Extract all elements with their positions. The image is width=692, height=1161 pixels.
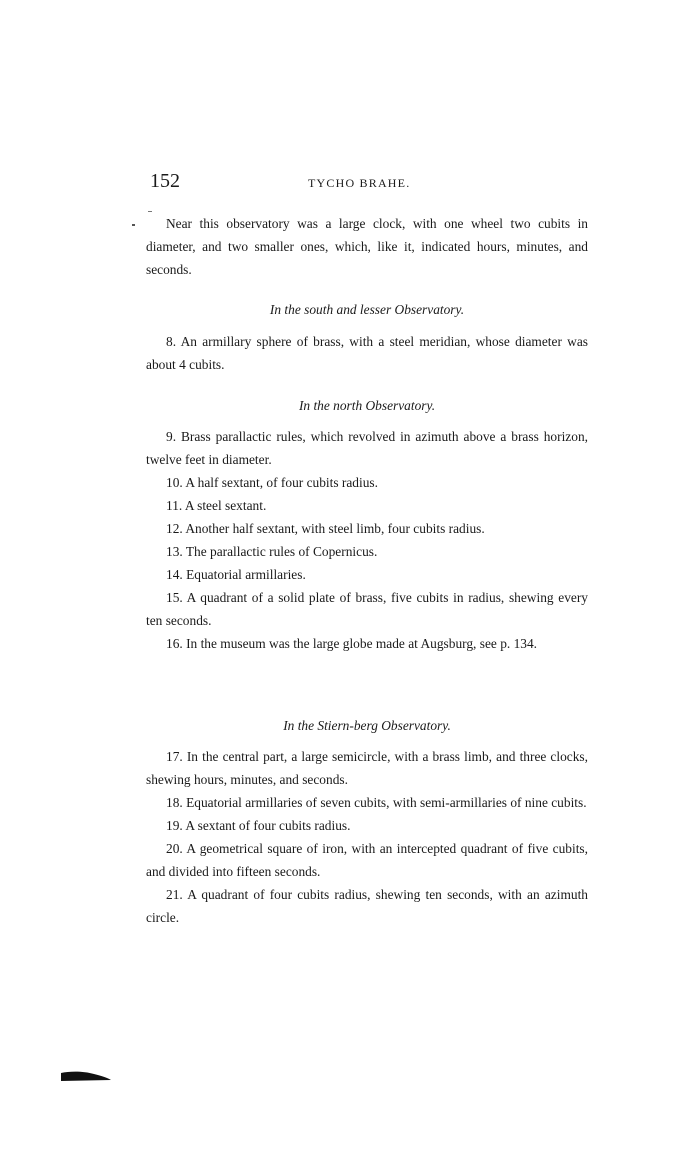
page-header — [150, 170, 590, 196]
section-north-items — [146, 425, 588, 655]
intro-paragraph: Near this observatory was a large clock, with one wheel two cubits in diameter, and two smaller ones, which, like it, indicated hours, minutes, and seconds. — [146, 216, 588, 277]
list-item: 19. A sextant of four cubits radius. — [166, 818, 351, 833]
running-head: TYCHO BRAHE. — [308, 176, 411, 190]
list-item: 15. A quadrant of a solid plate of brass, five cubits in radius, shewing every ten seconds. — [146, 590, 588, 628]
section-heading-north: In the north Observatory. — [298, 398, 436, 413]
list-item: 10. A half sextant, of four cubits radius. — [166, 475, 378, 490]
intro-block — [146, 212, 588, 281]
section-heading-stiern-berg: In the Stiern-berg Observatory. — [283, 718, 451, 733]
list-item: 14. Equatorial armillaries. — [166, 567, 306, 582]
section-stiern-berg-items — [146, 745, 588, 929]
margin-mark — [132, 224, 135, 226]
list-item: 11. A steel sextant. — [166, 498, 267, 513]
list-item: 16. In the museum was the large globe made at Augsburg, see p. 134. — [166, 636, 538, 651]
list-item: 9. Brass parallactic rules, which revolved in azimuth above a brass horizon, twelve feet in diameter. — [146, 429, 588, 467]
page-number: 152 — [150, 170, 180, 192]
list-item: 17. In the central part, a large semicircle, with a brass limb, and three clocks, shewing hours, minutes, and seconds. — [146, 749, 588, 787]
section-heading-south: In the south and lesser Observatory. — [269, 302, 465, 317]
list-item: 21. A quadrant of four cubits radius, shewing ten seconds, with an azimuth circle. — [146, 887, 588, 925]
ink-smudge — [60, 1070, 112, 1082]
list-item: 12. Another half sextant, with steel limb, four cubits radius. — [166, 521, 485, 536]
list-item: 20. A geometrical square of iron, with an intercepted quadrant of five cubits, and divided into fifteen seconds. — [146, 841, 588, 879]
list-item: 13. The parallactic rules of Copernicus. — [166, 544, 378, 559]
section-south-items — [146, 330, 588, 376]
list-item: 8. An armillary sphere of brass, with a steel meridian, whose diameter was about 4 cubits. — [146, 334, 588, 372]
list-item: 18. Equatorial armillaries of seven cubits, with semi-armillaries of nine cubits. — [166, 795, 587, 810]
